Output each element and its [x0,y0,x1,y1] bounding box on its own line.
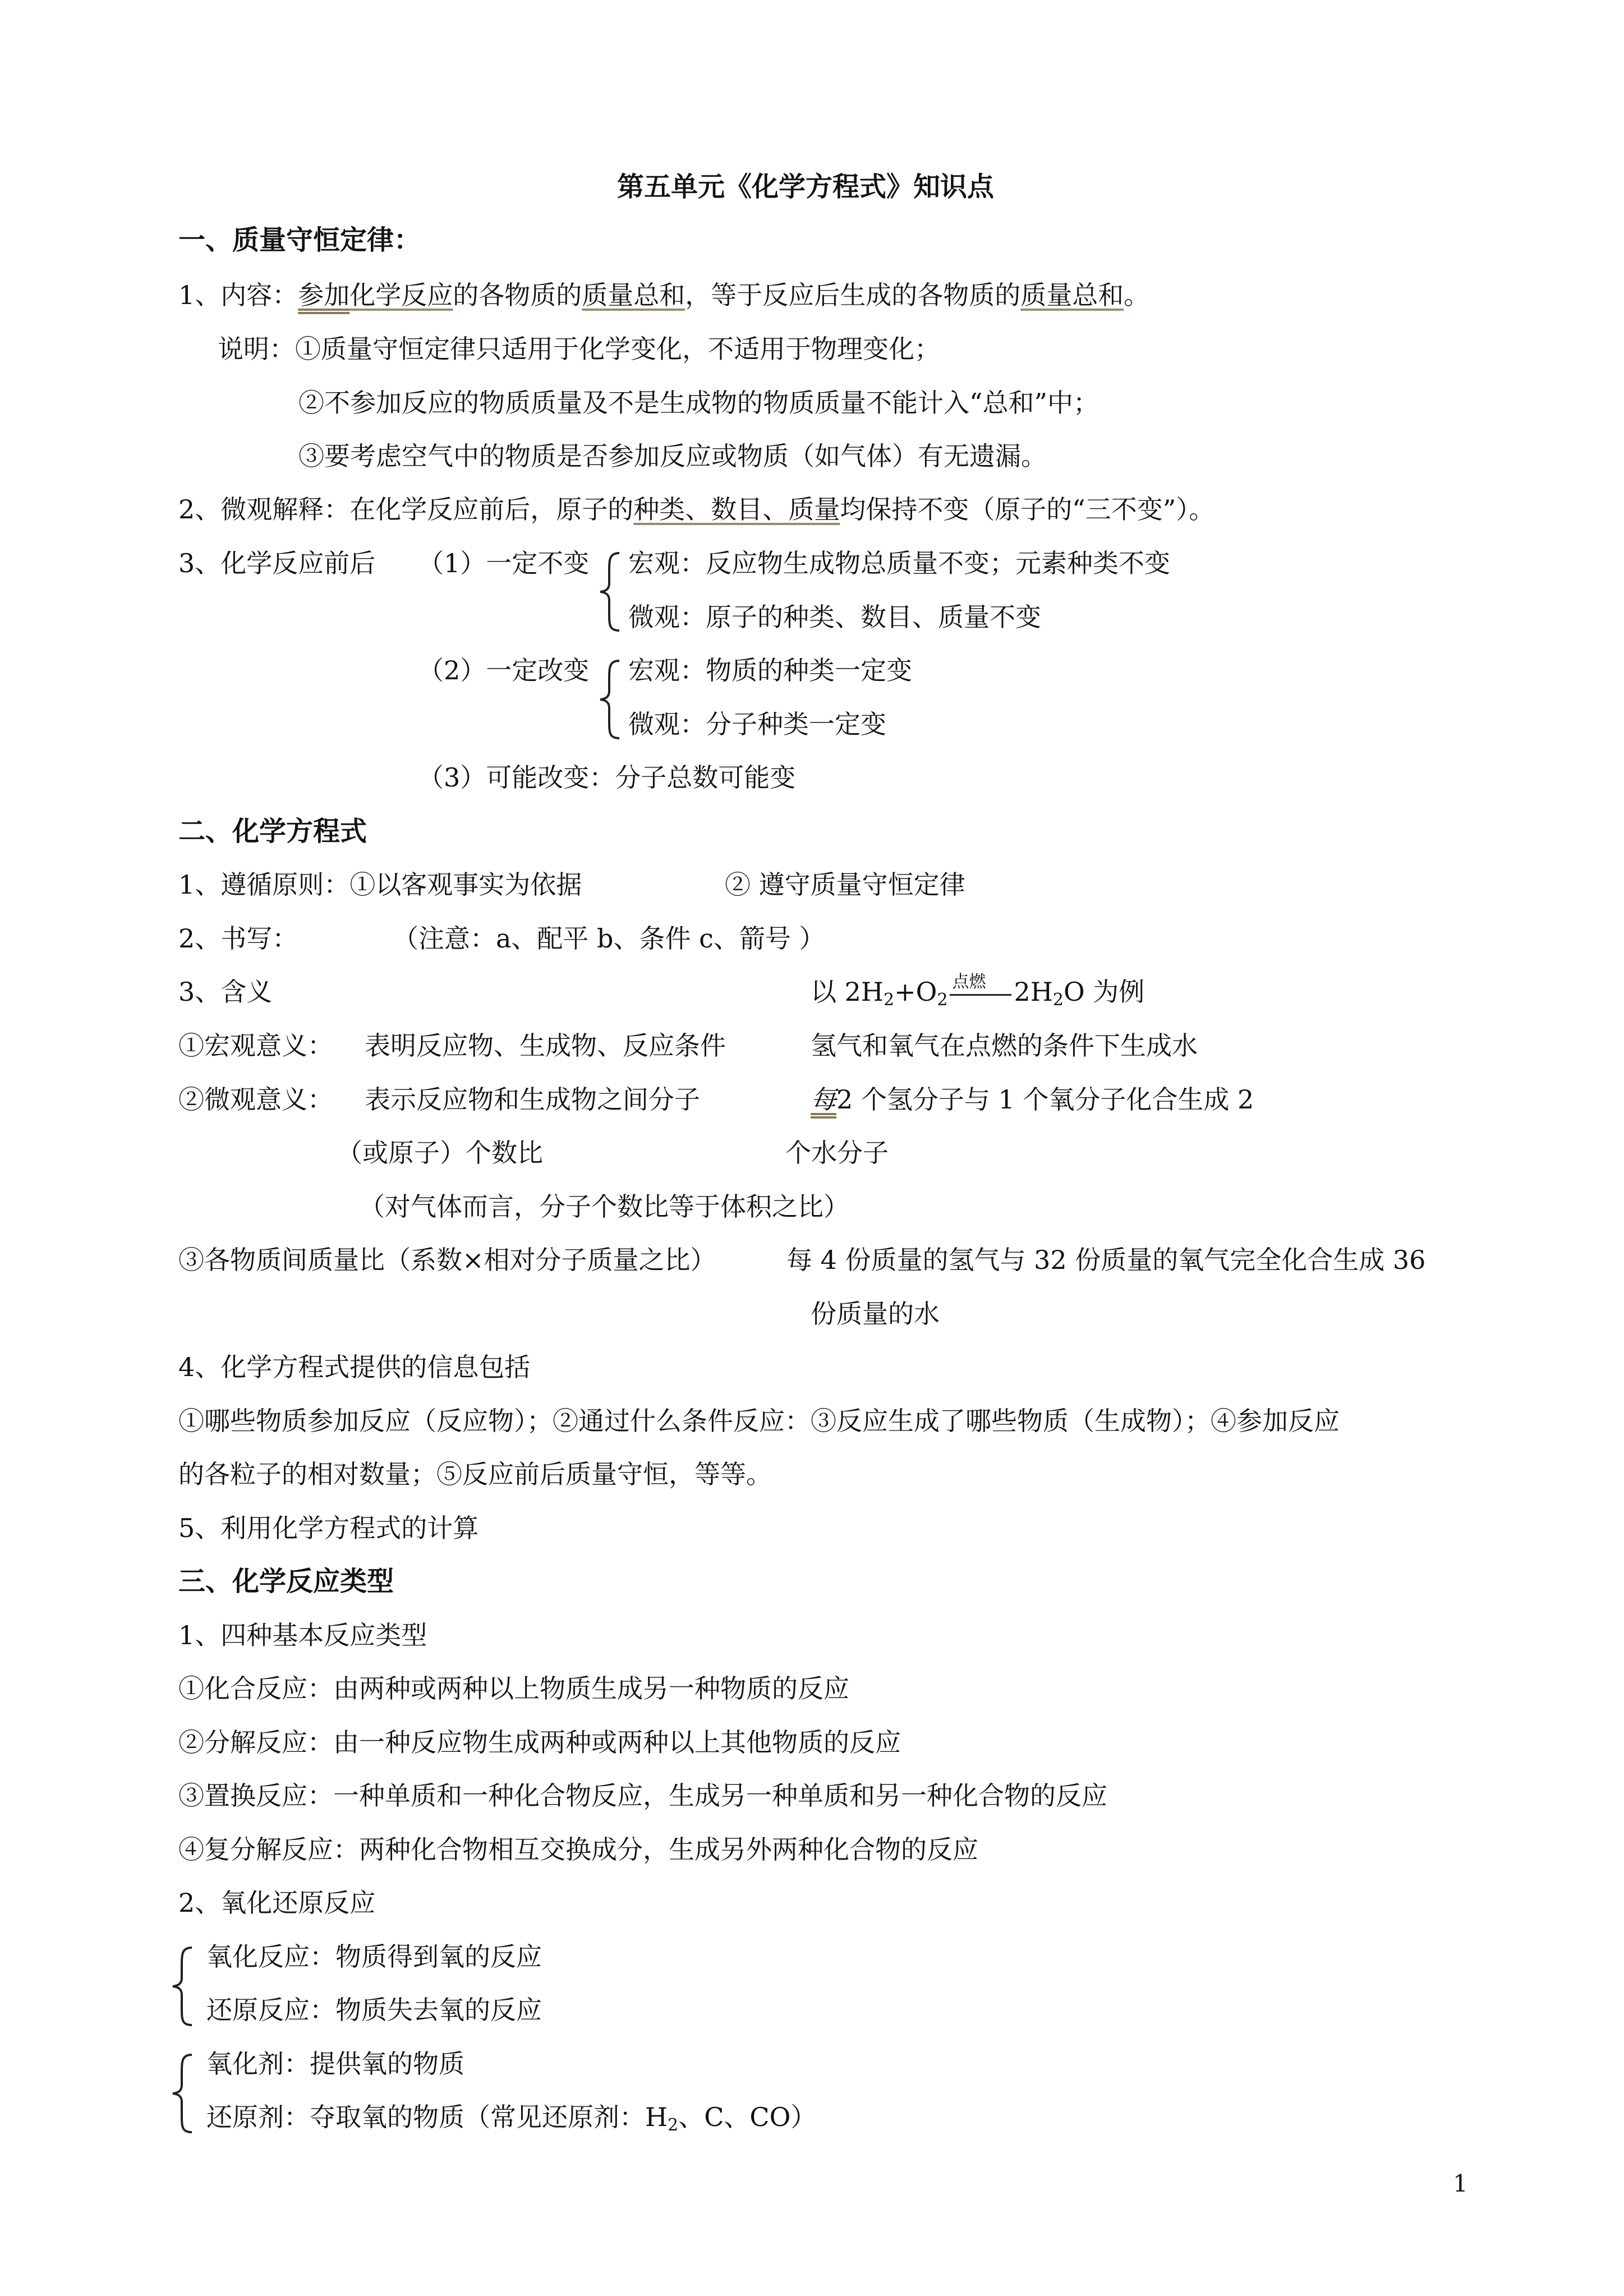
text-span: 的各物质的 [453,280,582,310]
content-line: 表示反应物和生成物之间分子 [365,1084,700,1115]
case-label: （1）一定不变 [418,548,590,578]
branch-line: 微观：分子种类一定变 [628,709,886,739]
content-line: ①化合反应：由两种或两种以上物质生成另一种物质的反应 [178,1673,849,1704]
content-line: 每 4 份质量的氢气与 32 份质量的氧气完全化合生成 36 [786,1245,1426,1275]
content-line: 表明反应物、生成物、反应条件 [365,1030,726,1061]
content-line [206,2100,816,2142]
text-span: 、C、CO） [678,2102,817,2132]
content-line: ②微观意义： [178,1084,333,1115]
content-line: ①哪些物质参加反应（反应物）；②通过什么条件反应：③反应生成了哪些物质（生成物）；④参加反应 [178,1406,1340,1436]
reaction-arrow [947,972,1014,1009]
note-line: 说明：①质量守恒定律只适用于化学变化，不适用于物理变化； [218,334,940,364]
content-line [178,278,1149,312]
content-line: ② 遵守质量守恒定律 [725,869,965,900]
content-line: 1、遵循原则：①以客观事实为依据 [178,869,582,900]
item-prefix: 1、内容： [178,280,298,310]
note-line: ③要考虑空气中的物质是否参加反应或物质（如气体）有无遗漏。 [298,441,1047,471]
arrow-bar [950,994,1011,996]
section-heading-2: 二、化学方程式 [178,816,367,847]
content-line [811,1083,1254,1116]
content-line: （或原子）个数比 [337,1138,543,1168]
text-span: 2 个氢分子与 1 个氧分子化合生成 2 [836,1084,1254,1115]
content-line: ②分解反应：由一种反应物生成两种或两种以上其他物质的反应 [178,1727,901,1757]
branch-line: 宏观：物质的种类一定变 [628,655,912,685]
equation-text: +O [894,977,937,1007]
case-label: （3）可能改变：分子总数可能变 [418,762,796,793]
content-line: ④复分解反应：两种化合物相互交换成分，生成另外两种化合物的反应 [178,1834,978,1865]
left-brace-icon [596,657,624,742]
subscript: 2 [1052,990,1064,1010]
equation-text: 以 2H [811,977,884,1007]
content-line: ①宏观意义： [178,1030,333,1061]
content-line: （注意：a、配平 b、条件 c、箭号 ） [393,923,825,954]
left-brace-icon [168,2051,196,2136]
branch-line: 微观：原子的种类、数目、质量不变 [628,602,1041,632]
content-line: 氧化反应：物质得到氧的反应 [206,1941,542,1972]
equation-text: O 为例 [1063,977,1145,1007]
content-line: 3、化学反应前后 [178,548,376,578]
note-line: ②不参加反应的物质质量及不是生成物的物质质量不能计入“总和”中； [298,388,1099,418]
content-line: 1、四种基本反应类型 [178,1620,427,1650]
content-line: 2、氧化还原反应 [178,1888,376,1918]
underlined-term: 质量总和 [1020,280,1124,310]
page-title: 第五单元《化学方程式》知识点 [617,171,995,203]
content-line: 2、书写： [178,923,298,954]
underlined-term: 参加 [298,280,350,310]
text-span: 均保持不变（原子的“三不变”）。 [840,494,1215,524]
content-line: 还原反应：物质失去氧的反应 [206,1995,542,2025]
content-line: 份质量的水 [811,1299,940,1329]
page-number: 1 [1453,2170,1468,2197]
section-heading-1: 一、质量守恒定律： [178,224,421,256]
underlined-term: 种类、数目、质量 [633,494,840,524]
subscript: 2 [937,990,948,1010]
left-brace-icon [168,1944,196,2028]
equation-example [811,972,1145,1017]
underlined-term: 每 [811,1084,836,1115]
branch-line: 宏观：反应物生成物总质量不变；元素种类不变 [628,548,1170,578]
content-line: 4、化学方程式提供的信息包括 [178,1352,531,1382]
content-line: 氢气和氧气在点燃的条件下生成水 [811,1030,1198,1061]
section-heading-3: 三、化学反应类型 [178,1566,394,1597]
underlined-term: 化学反应 [349,280,453,310]
content-line: 的各粒子的相对数量；⑤反应前后质量守恒，等等。 [178,1459,772,1489]
content-line [178,493,1214,526]
content-line: 氧化剂：提供氧的物质 [206,2049,464,2079]
subscript: 2 [884,990,895,1010]
reaction-condition: 点燃 [952,972,986,992]
content-line: （对气体而言，分子个数比等于体积之比） [359,1191,849,1222]
equation-text: 2H [1014,977,1053,1007]
text-span: 还原剂：夺取氧的物质（常见还原剂：H [206,2102,668,2132]
content-line: 个水分子 [785,1138,889,1168]
case-label: （2）一定改变 [418,655,590,685]
underlined-term: 质量总和 [582,280,686,310]
content-line: ③置换反应：一种单质和一种化合物反应，生成另一种单质和另一种化合物的反应 [178,1780,1107,1811]
content-line: 5、利用化学方程式的计算 [178,1513,479,1543]
text-span: 2、微观解释：在化学反应前后，原子的 [178,494,634,524]
subscript: 2 [668,2115,679,2135]
left-brace-icon [596,550,624,634]
text-span: 。 [1124,280,1150,310]
content-line: ③各物质间质量比（系数×相对分子质量之比） [178,1245,716,1275]
text-span: ，等于反应后生成的各物质的 [685,280,1021,310]
content-line: 3、含义 [178,977,273,1007]
